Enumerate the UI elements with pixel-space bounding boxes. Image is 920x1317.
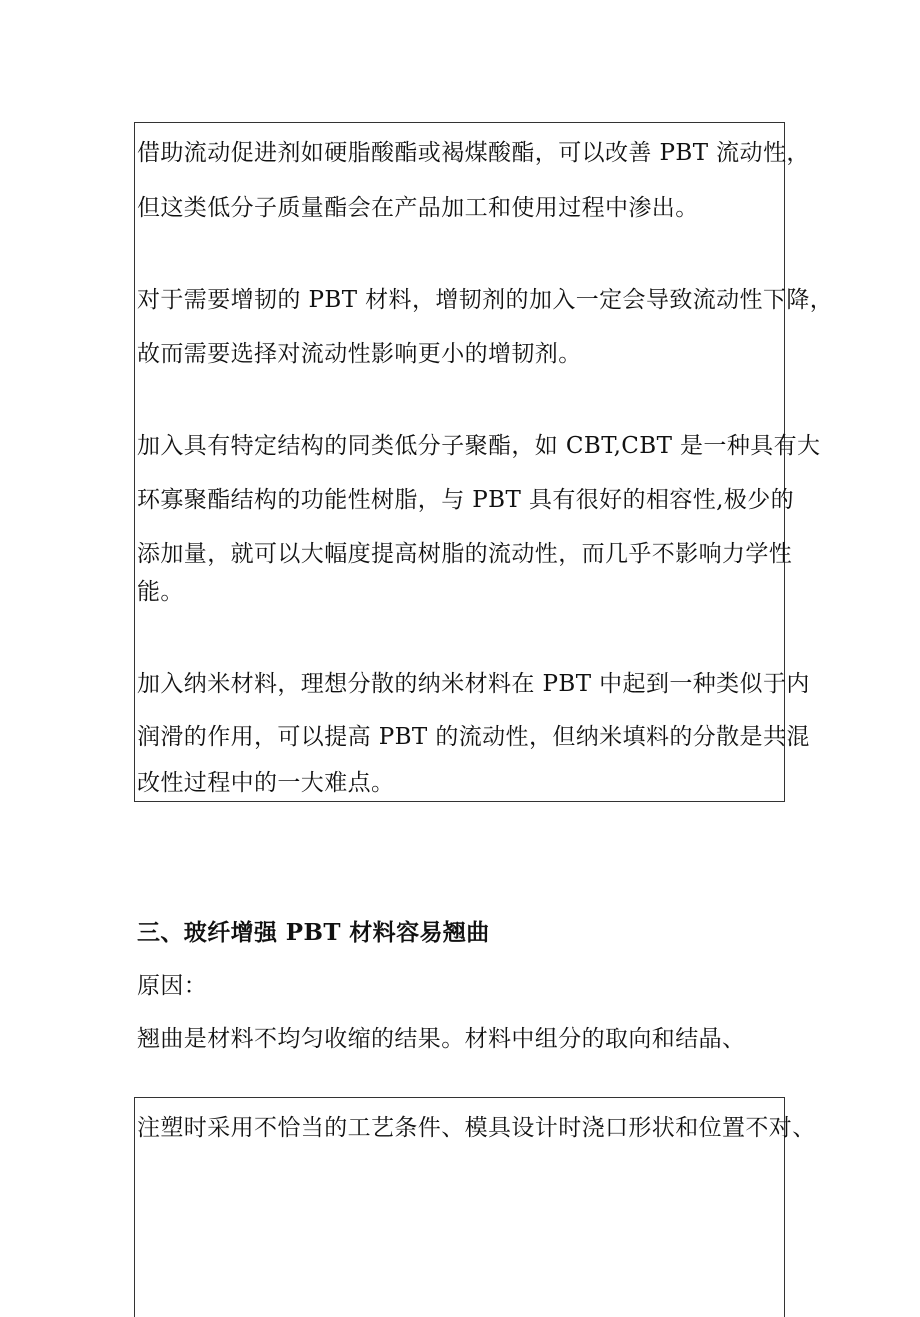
- paragraph-4-line-3: 改性过程中的一大难点。: [137, 770, 395, 796]
- text-box-2-line-1: 注塑时采用不恰当的工艺条件、模具设计时浇口形状和位置不对、: [137, 1115, 816, 1141]
- paragraph-3-line-2: 环寡聚酯结构的功能性树脂，与 PBT 具有很好的相容性,极少的: [137, 487, 795, 513]
- paragraph-1-line-2: 但这类低分子质量酯会在产品加工和使用过程中渗出。: [137, 195, 699, 221]
- paragraph-2-line-1: 对于需要增韧的 PBT 材料，增韧剂的加入一定会导致流动性下降，: [137, 287, 834, 313]
- reason-label: 原因：: [137, 973, 208, 999]
- paragraph-3-line-3: 添加量，就可以大幅度提高树脂的流动性，而几乎不影响力学性: [137, 541, 793, 567]
- paragraph-3-line-1: 加入具有特定结构的同类低分子聚酯，如 CBT,CBT 是一种具有大: [137, 433, 821, 459]
- section-heading: 三、玻纤增强 PBT 材料容易翘曲: [137, 919, 490, 946]
- paragraph-4-line-1: 加入纳米材料，理想分散的纳米材料在 PBT 中起到一种类似于内: [137, 671, 810, 697]
- paragraph-2-line-2: 故而需要选择对流动性影响更小的增韧剂。: [137, 341, 582, 367]
- section-body-line: 翘曲是材料不均匀收缩的结果。材料中组分的取向和结晶、: [137, 1026, 746, 1052]
- text-box-1: [134, 122, 785, 802]
- paragraph-4-line-2: 润滑的作用，可以提高 PBT 的流动性，但纳米填料的分散是共混: [137, 724, 810, 750]
- paragraph-1-line-1: 借助流动促进剂如硬脂酸酯或褐煤酸酯，可以改善 PBT 流动性，: [137, 140, 810, 166]
- paragraph-3-line-4: 能。: [137, 579, 184, 605]
